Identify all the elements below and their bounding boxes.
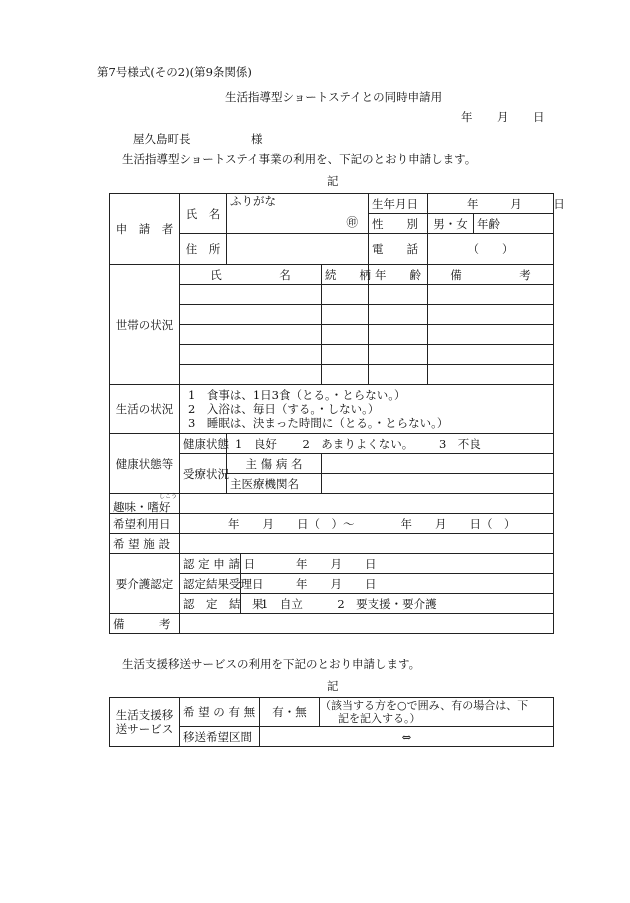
desired-facility-field[interactable] [180, 534, 554, 554]
health-section-label: 健康状態等 [110, 434, 180, 494]
cert-received-date[interactable]: 年 月 日 [241, 574, 554, 594]
household-age-cell[interactable] [369, 325, 428, 345]
household-name-cell[interactable] [180, 345, 322, 365]
desired-date-field[interactable]: 年 月 日（ ）～ 年 月 日（ ） [180, 514, 554, 534]
health-option-good: 1 良好 [235, 436, 277, 451]
health-option-bad: 3 不良 [438, 436, 481, 451]
form-number: 第7号様式(その2)(第9条関係) [97, 65, 252, 79]
ki-mark: 記 [327, 174, 339, 188]
transport-route-field[interactable]: ⇔ [260, 727, 554, 747]
cert-apply-date[interactable]: 年 月 日 [241, 554, 554, 574]
date-month: 月 [497, 110, 509, 124]
birth-field[interactable] [428, 194, 565, 214]
household-name-cell[interactable] [180, 305, 322, 325]
care-status-label: 受療状況 [180, 454, 227, 494]
transport-wish-note-line1: （該当する方を○で囲み、有の場合は、下 [320, 699, 529, 712]
addressee-suffix: 様 [251, 132, 263, 146]
cert-apply-label: 認 定 申 請 日 [180, 554, 241, 574]
disease-field[interactable] [322, 454, 554, 474]
life-section-label: 生活の状況 [110, 385, 180, 434]
transport-route-label: 移送希望区間 [180, 727, 260, 747]
date-year: 年 [461, 110, 473, 124]
household-age-cell[interactable] [369, 345, 428, 365]
household-notes-cell[interactable] [428, 285, 554, 305]
seal-mark: ㊞ [346, 215, 359, 229]
household-section-label: 世帯の状況 [110, 265, 180, 385]
form-title: 生活指導型ショートステイとの同時申請用 [225, 90, 443, 104]
household-col-relation: 続 柄 [322, 265, 369, 285]
address-label: 住 所 [180, 234, 227, 265]
transport-wish-label: 希 望 の 有 無 [180, 698, 260, 727]
intro-text: 生活指導型ショートステイ事業の利用を、下記のとおり申請します。 [122, 152, 477, 166]
birth-label: 生年月日 [369, 194, 428, 214]
transport-wish-note-line2: 記を記入する。） [338, 712, 421, 725]
household-age-cell[interactable] [369, 365, 428, 385]
household-col-notes: 備 考 [428, 265, 554, 285]
applicant-section-label: 申 請 者 [110, 194, 180, 265]
transport-wish-value[interactable]: 有・無 [260, 698, 320, 727]
desired-date-label: 希望利用日 [110, 514, 180, 534]
hobby-label-cell [110, 494, 180, 514]
addressee: 屋久島町長 [133, 132, 191, 146]
transport-section-line2: 送サービス [115, 722, 174, 736]
life-item-meal: 1 食事は、1日3食（とる。・とらない。） [188, 388, 406, 402]
sex-field[interactable]: 男・女 [428, 214, 474, 234]
household-name-cell[interactable] [180, 285, 322, 305]
transport-section-label [110, 698, 180, 747]
household-name-cell[interactable] [180, 325, 322, 345]
household-relation-cell[interactable] [322, 305, 369, 325]
transport-ki-mark: 記 [327, 679, 339, 693]
furigana-label: ふりがな [230, 194, 276, 208]
cert-result-options[interactable]: 1 自立 2 要支援・要介護 [241, 594, 554, 614]
hobby-label: 趣味・嗜好 [113, 499, 171, 514]
cert-result-label: 認 定 結 果 [180, 594, 241, 614]
age-label: 年齢 [474, 214, 554, 234]
birth-month-unit: 月 [510, 196, 522, 211]
transport-intro: 生活支援移送サービスの利用を下記のとおり申請します。 [122, 657, 421, 671]
hobby-field[interactable] [180, 494, 554, 514]
household-relation-cell[interactable] [322, 325, 369, 345]
name-label: 氏 名 [180, 194, 227, 234]
life-item-sleep: 3 睡眠は、決まった時間に（とる。・とらない。） [188, 416, 449, 430]
household-col-name: 氏 名 [180, 265, 322, 285]
household-notes-cell[interactable] [428, 325, 554, 345]
life-item-bath: 2 入浴は、毎日（する。・しない。） [188, 402, 380, 416]
disease-label: 主 傷 病 名 [227, 454, 322, 474]
application-form [109, 193, 565, 634]
household-notes-cell[interactable] [428, 305, 554, 325]
household-relation-cell[interactable] [322, 345, 369, 365]
household-notes-cell[interactable] [428, 365, 554, 385]
life-items[interactable] [180, 385, 554, 434]
phone-field[interactable]: （ ） [428, 234, 554, 265]
birth-year-unit: 年 [467, 196, 479, 211]
phone-label: 電 話 [369, 234, 428, 265]
hobby-ruby: しこう [159, 493, 178, 500]
household-relation-cell[interactable] [322, 285, 369, 305]
institution-label: 主医療機関名 [227, 474, 322, 494]
household-notes-cell[interactable] [428, 345, 554, 365]
household-name-cell[interactable] [180, 365, 322, 385]
care-cert-section-label: 要介護認定 [110, 554, 180, 614]
cert-received-label: 認定結果受理日 [180, 574, 241, 594]
health-state-options[interactable] [227, 434, 554, 454]
transport-wish-note [320, 698, 554, 727]
household-relation-cell[interactable] [322, 365, 369, 385]
remarks-field[interactable] [180, 614, 554, 634]
household-col-age: 年 齢 [369, 265, 428, 285]
institution-field[interactable] [322, 474, 554, 494]
sex-label: 性 別 [369, 214, 428, 234]
birth-day-unit: 日 [553, 196, 565, 211]
transport-form [109, 697, 554, 747]
health-state-label: 健康状態 [180, 434, 227, 454]
health-option-poor: 2 あまりよくない。 [302, 436, 414, 451]
transport-section-line1: 生活支援移 [115, 708, 174, 722]
date-day: 日 [533, 110, 545, 124]
household-age-cell[interactable] [369, 305, 428, 325]
remarks-label: 備 考 [110, 614, 180, 634]
household-age-cell[interactable] [369, 285, 428, 305]
name-field[interactable] [227, 194, 369, 234]
desired-facility-label: 希 望 施 設 [110, 534, 180, 554]
address-field[interactable] [227, 234, 369, 265]
